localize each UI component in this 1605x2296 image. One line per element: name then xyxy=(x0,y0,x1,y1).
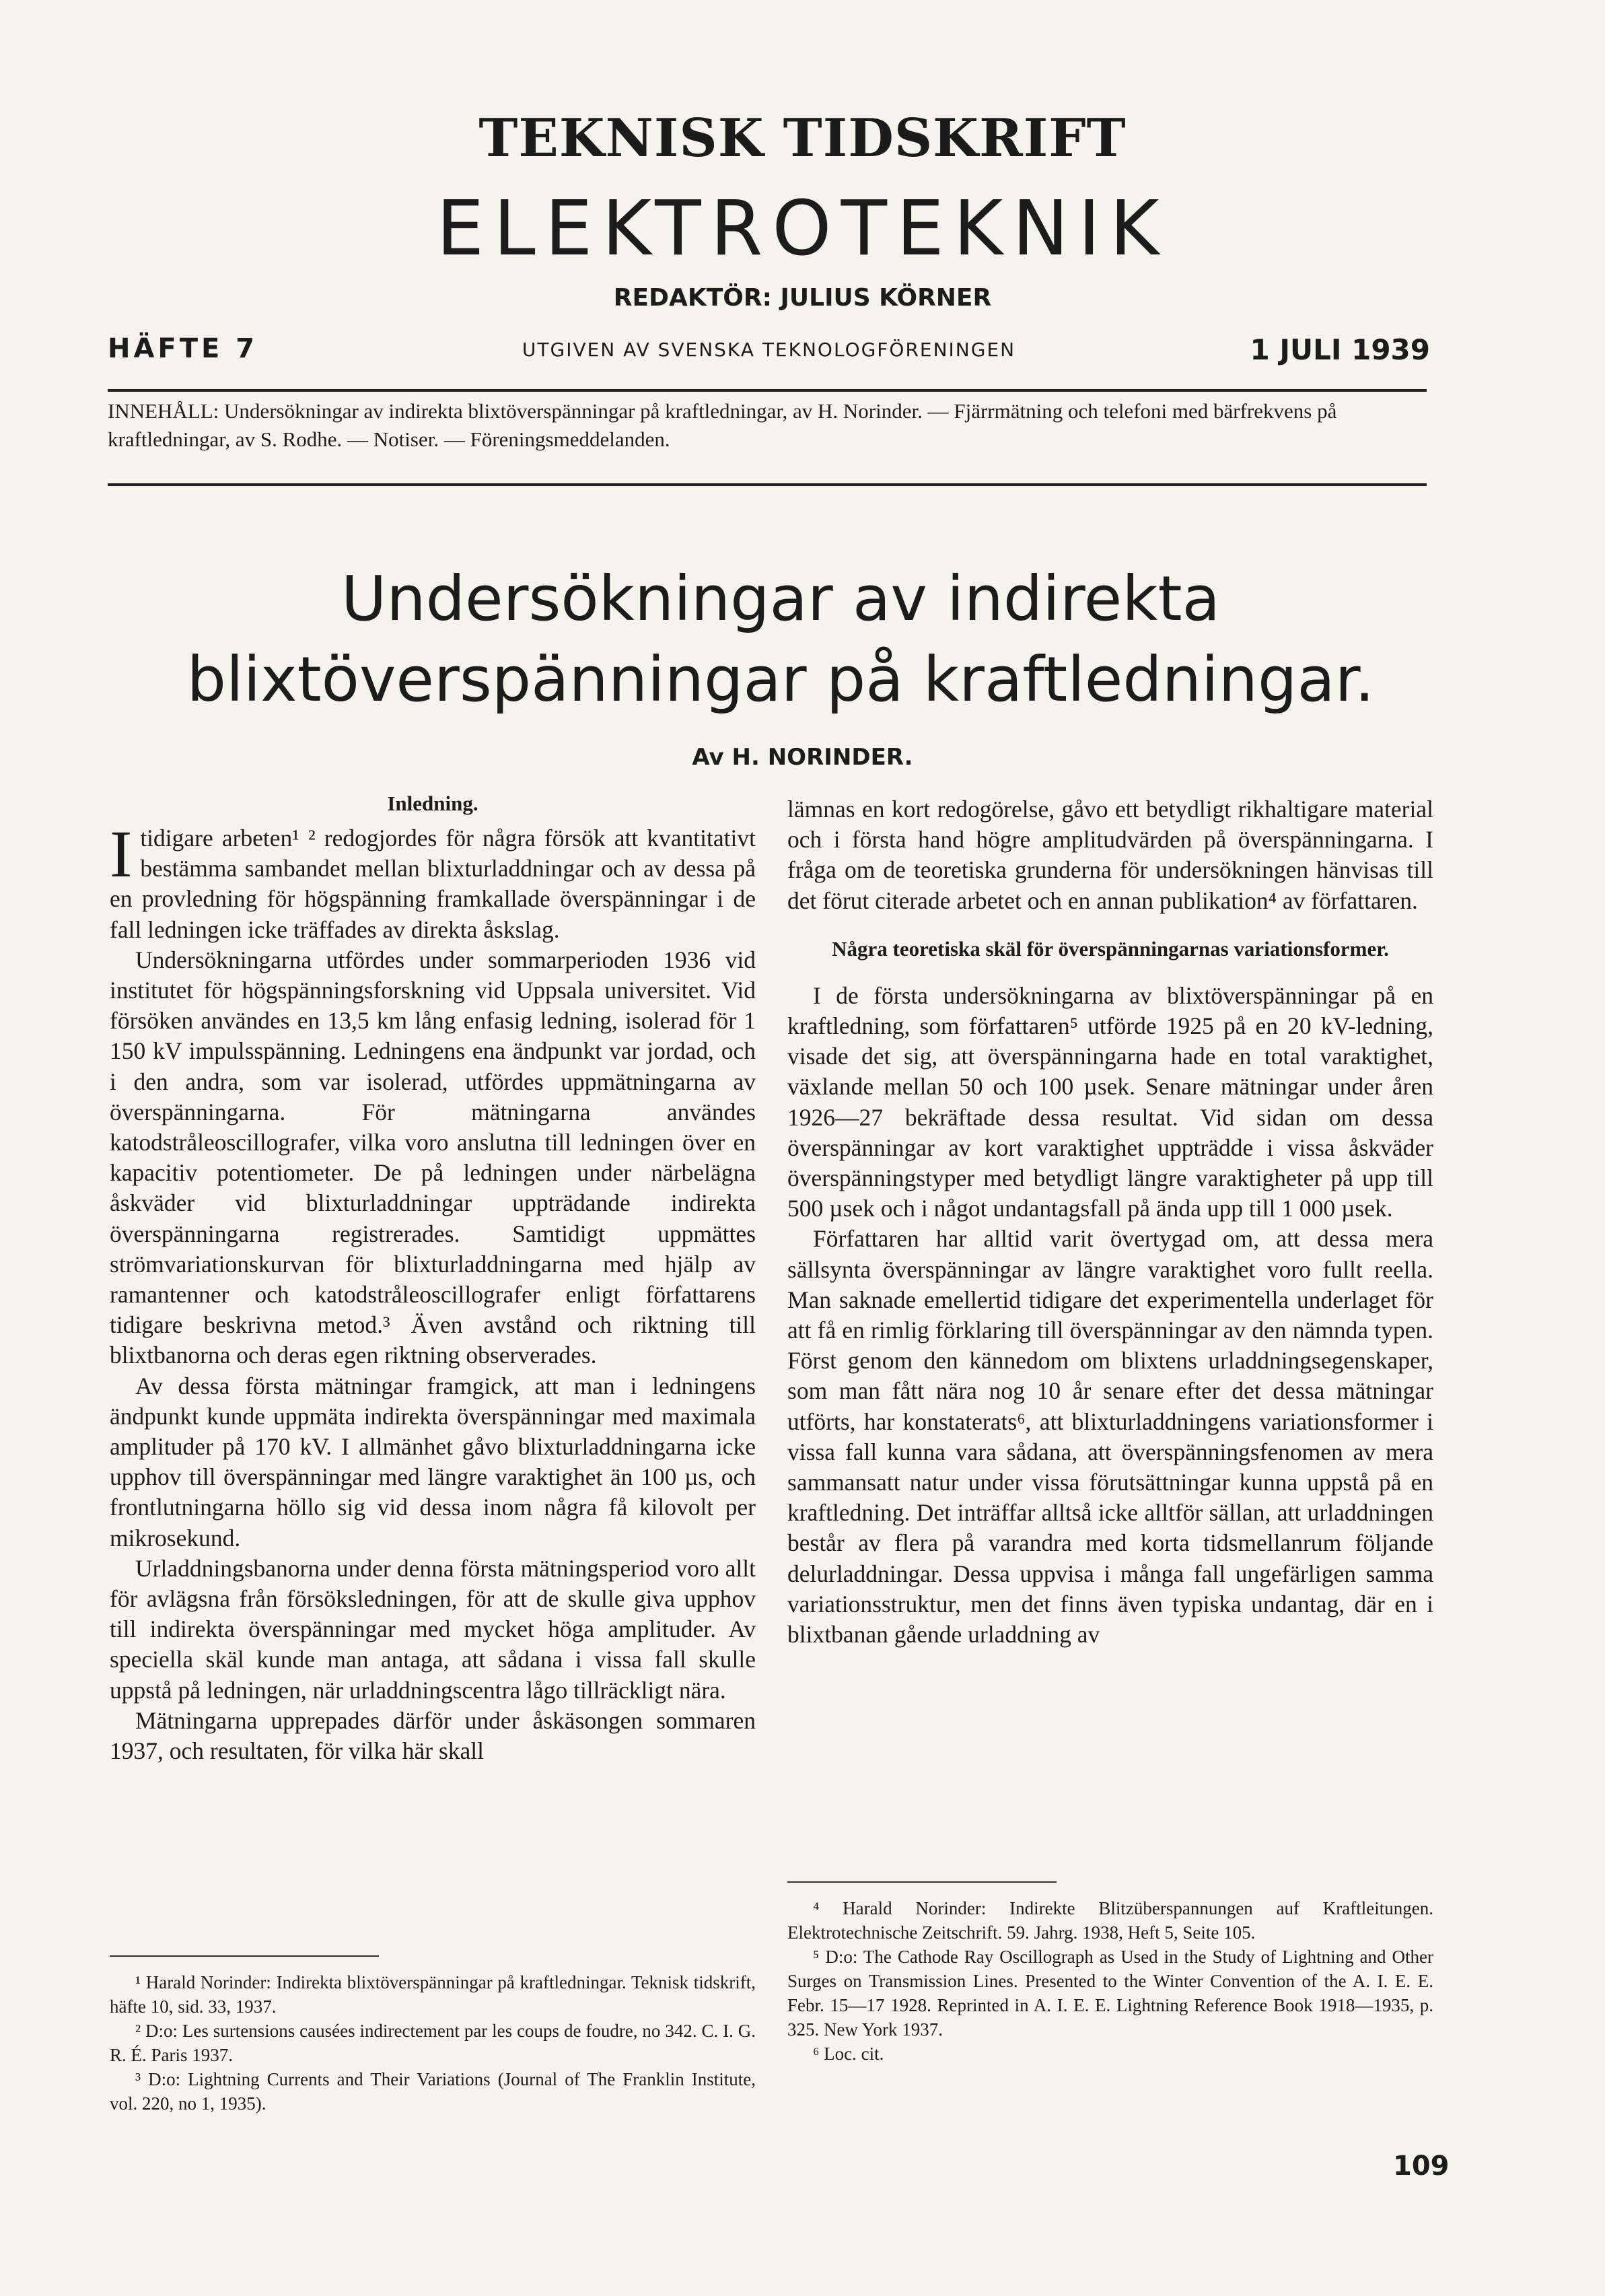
publisher: UTGIVEN AV SVENSKA TEKNOLOGFÖRENINGEN xyxy=(522,339,1016,361)
paragraph: I de första undersökningarna av blixtöverspänningar på en kraftledning, som författaren⁵ utförde 1925 på en 20 kV-ledning, visade det sig, att överspänningarna hade en total varaktighet, växlande mellan 50 och 100 µsek. Senare mätningar under åren 1926—27 bekräftade dessa resultat. Vid sidan om dessa överspänningar av kort varaktighet uppträdde i vissa åskväder överspänningstyper med betydligt längre varaktigheter på upp till 500 µsek och i något undantagsfall på ända upp till 1 000 µsek. xyxy=(787,981,1433,1222)
paragraph: lämnas en kort redogörelse, gåvo ett betydligt rikhaltigare material och i första hand högre amplitudvärden på överspänningarna. I fråga om de teoretiska grunderna för undersökningen hänvisas till det förut citerade arbetet och en annan publikation⁴ av författaren. xyxy=(787,796,1433,914)
footnote: ² D:o: Les surtensions causées indirectement par les coups de foudre, no 342. C. I. G. R. É. Paris 1937. xyxy=(110,2021,756,2065)
paragraph: Itidigare arbeten¹ ² redogjordes för några försök att kvantitativt bestämma sambandet mellan blixturladdningar och av dessa på en provledning för högspänning framkallade överspänningar i de fall ledningen icke träffades av direkta åskslag. xyxy=(110,816,756,943)
journal-section-title: ELEKTROTEKNIK xyxy=(436,185,1169,273)
footnote: ⁴ Harald Norinder: Indirekte Blitzüberspannungen auf Kraftleitungen. Elektrotechnische Zeitschrift. 59. Jahrg. 1938, Heft 5, Seite 105. xyxy=(787,1898,1433,1943)
footnote: ¹ Harald Norinder: Indirekta blixtöverspänningar på kraftledningar. Teknisk tidskrift, häfte 10, sid. 33, 1937. xyxy=(110,1972,756,2017)
page-number: 109 xyxy=(1393,2151,1450,2182)
journal-title: TEKNISK TIDSKRIFT xyxy=(478,108,1127,169)
drop-cap: I xyxy=(110,816,133,891)
footnote: ⁵ D:o: The Cathode Ray Oscillograph as Used in the Study of Lightning and Other Surges on Transmission Lines. Presented to the Winter Convention of the A. I. E. E. Febr. 15—17 1928. Reprinted in A. I. E. E. Lightning Reference Book 1918—1935, p. 325. New York 1937. xyxy=(787,1947,1433,2040)
footnotes-left xyxy=(110,1955,756,2116)
paragraph: Författaren har alltid varit övertygad om, att dessa mera sällsynta överspänningar av längre varaktighet voro fullt reella. Man saknade emellertid tidigare det experimentella underlaget för att få en rimlig förklaring till överspänningar av den nämnda typen. Först genom den kännedom om blixtens urladdningsegenskaper, som man fått nära nog 10 år senare efter det dessa mätningar utförts, har konstaterats⁶, att blixturladdningens variationsformer i vissa fall kunna vara sådana, att överspänningsfenomen av mera sammansatt natur under vissa förutsättningar kunna uppstå på en kraftledning. Det inträffar alltså icke alltför sällan, att urladdningen består av flera på varandra med korta tidsmellanrum följande delurladdningar. Dessa uppvisa i många fall ungefärligen samma variationsstruktur, men det finns även typiska undantag, där en i blixtbanan gående urladdning av xyxy=(787,1225,1433,1648)
footnote: ⁶ Loc. cit. xyxy=(813,2044,884,2064)
footnote-rule xyxy=(110,1955,379,1957)
section-heading-introduction: Inledning. xyxy=(387,792,478,815)
issue-info-row xyxy=(108,333,1430,367)
contents-top-rule xyxy=(108,389,1427,392)
article-title: Undersökningar av indirekta blixtöverspänningar på kraftledningar. xyxy=(186,563,1375,716)
right-column xyxy=(787,794,1433,1650)
footnote: ³ D:o: Lightning Currents and Their Variations (Journal of The Franklin Institute, vol. 220, no 1, 1935). xyxy=(110,2069,756,2114)
footnotes-right xyxy=(787,1881,1433,2066)
paragraph: Mätningarna upprepades därför under åskäsongen sommaren 1937, och resultaten, för vilka här skall xyxy=(110,1706,756,1765)
footnote-rule xyxy=(787,1881,1057,1883)
paragraph: Urladdningsbanorna under denna första mätningsperiod voro allt för avlägsna från försöksledningen, för att de skulle giva upphov till indirekta överspänningar med mycket höga amplituder. Av speciella skäl kunde man antaga, att sådana i vissa fall skulle uppstå på ledningen, när urladdningscentra lågo tillräckligt nära. xyxy=(110,1554,756,1704)
contents-bottom-rule xyxy=(108,483,1427,486)
paragraph: Av dessa första mätningar framgick, att man i ledningens ändpunkt kunde uppmäta indirekta överspänningar med maximala amplituder på 170 kV. I allmänhet gåvo blixturladdningarna icke upphov till överspänningar med längre varaktighet än 100 µs, och frontlutningarna höllo sig vid dessa inom några få kilovolt per mikrosekund. xyxy=(110,1372,756,1552)
paragraph: Undersökningarna utfördes under sommarperioden 1936 vid institutet för högspänningsforskning vid Uppsala universitet. Vid försöken användes en 13,5 km lång enfasig ledning, isolerad för 1 150 kV impulsspänning. Ledningens ena ändpunkt var jordad, och i den andra, som var isolerad, utfördes uppmätningarna av överspänningarna. För mätningarna användes katodstråleoscillografer, vilka voro anslutna till ledningen över en kapacitiv potentiometer. De på ledningen under närbelägna åskväder vid blixturladdningar uppträdande indirekta överspänningarna registrerades. Samtidigt uppmättes strömvariationskurvan för blixturladdningarna med hjälp av ramantenner och katodstråleoscillografer enligt författarens tidigare beskrivna metod.³ Även avstånd och riktning till blixtbanorna och deras egen riktning observerades. xyxy=(110,946,756,1369)
table-of-contents: INNEHÅLL: Undersökningar av indirekta blixtöverspänningar på kraftledningar, av H. Norinder. — Fjärrmätning och telefoni med bärfrekvens på kraftledningar, av S. Rodhe. — Notiser. — Föreningsmeddelanden. xyxy=(108,399,1337,451)
article-byline: Av H. NORINDER. xyxy=(692,744,913,771)
section-heading-theory: Några teoretiska skäl för överspänningarnas variationsformer. xyxy=(832,936,1389,961)
editor-line: REDAKTÖR: JULIUS KÖRNER xyxy=(613,284,992,312)
left-column xyxy=(110,791,756,1766)
issue-date: 1 JULI 1939 xyxy=(1250,333,1430,366)
issue-number: HÄFTE 7 xyxy=(108,333,258,364)
